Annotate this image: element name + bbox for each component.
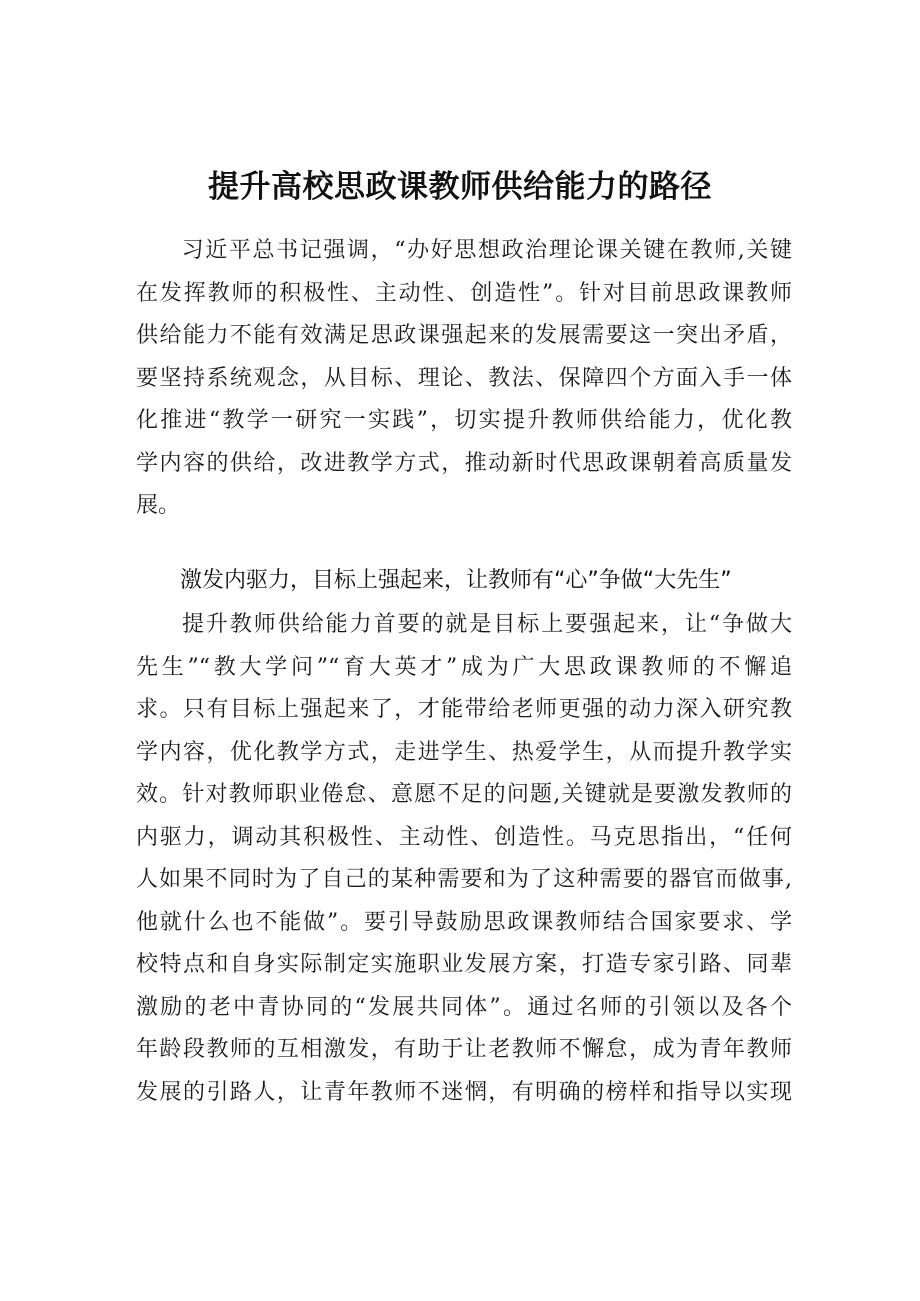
paragraph-line: 提升教师供给能力首要的就是目标上要强起来，让“争做大 xyxy=(180,612,792,637)
paragraph-line: 在发挥教师的积极性、主动性、创造性”。针对目前思政课教师 xyxy=(136,280,792,306)
intro-paragraph xyxy=(136,230,792,528)
paragraph-line: 求。只有目标上强起来了，才能带给老师更强的动力深入研究教 xyxy=(136,697,792,722)
paragraph-line: 学内容的供给，改进教学方式，推动新时代思政课朝着高质量发 xyxy=(136,450,792,476)
paragraph-line: 效。针对教师职业倦怠、意愿不足的问题,关键就是要激发教师的 xyxy=(136,782,792,807)
paragraph-line: 习近平总书记强调，“办好思想政治理论课关键在教师,关键 xyxy=(180,238,792,263)
paragraph-line: 年龄段教师的互相激发，有助于让老教师不懈怠，成为青年教师 xyxy=(136,1037,792,1062)
paragraph-line: 要坚持系统观念，从目标、理论、教法、保障四个方面入手一体 xyxy=(136,365,792,391)
paragraph-line: 人如果不同时为了自己的某种需要和为了这种需要的器官而做事, xyxy=(136,867,792,892)
paragraph-line: 激励的老中青协同的“发展共同体”。通过名师的引领以及各个 xyxy=(136,994,792,1020)
paragraph-line: 内驱力，调动其积极性、主动性、创造性。马克思指出，“任何 xyxy=(136,824,792,850)
paragraph-line: 校特点和自身实际制定实施职业发展方案，打造专家引路、同辈 xyxy=(136,952,792,977)
paragraph-line: 化推进“教学一研究一实践”，切实提升教师供给能力，优化教 xyxy=(136,408,792,433)
paragraph-line: 展。 xyxy=(136,493,181,518)
paragraph-line: 学内容，优化教学方式，走进学生、热爱学生，从而提升教学实 xyxy=(136,739,792,765)
paragraph-line: 供给能力不能有效满足思政课强起来的发展需要这一突出矛盾， xyxy=(136,323,792,348)
section-heading: 激发内驱力，目标上强起来，让教师有“心”争做“大先生” xyxy=(180,568,732,593)
paragraph-line: 他就什么也不能做”。要引导鼓励思政课教师结合国家要求、学 xyxy=(136,909,792,935)
paragraph-line: 发展的引路人，让青年教师不迷惘，有明确的榜样和指导以实现 xyxy=(136,1079,792,1105)
section-paragraph xyxy=(136,604,792,1114)
paragraph-line: 先生”“教大学问”“育大英才”成为广大思政课教师的不懈追 xyxy=(136,654,792,680)
document-title: 提升高校思政课教师供给能力的路径 xyxy=(208,169,712,205)
